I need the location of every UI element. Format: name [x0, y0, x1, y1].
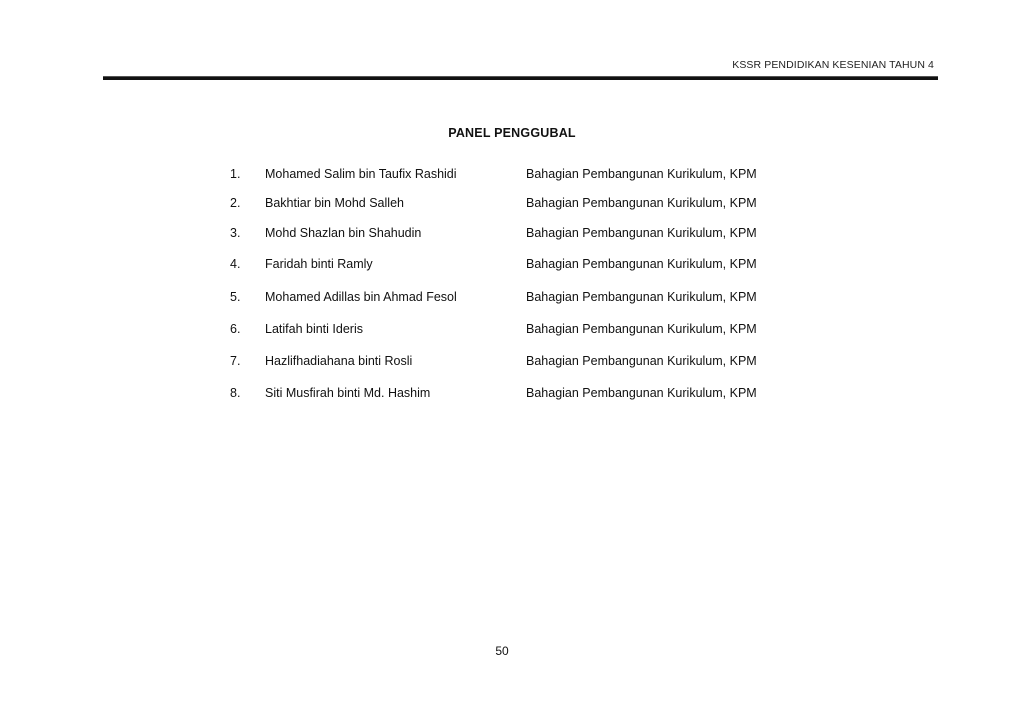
- member-name: Latifah binti Ideris: [265, 322, 363, 336]
- member-organization: Bahagian Pembangunan Kurikulum, KPM: [526, 196, 757, 210]
- panel-member-row: [0, 224, 1024, 242]
- panel-member-row: [0, 255, 1024, 273]
- member-name: Faridah binti Ramly: [265, 257, 373, 271]
- member-name: Siti Musfirah binti Md. Hashim: [265, 386, 431, 400]
- member-number: 3.: [230, 226, 241, 240]
- member-organization: Bahagian Pembangunan Kurikulum, KPM: [526, 226, 757, 240]
- member-name: Hazlifhadiahana binti Rosli: [265, 354, 413, 368]
- panel-member-row: [0, 194, 1024, 212]
- member-organization: Bahagian Pembangunan Kurikulum, KPM: [526, 354, 757, 368]
- panel-title: PANEL PENGGUBAL: [448, 126, 576, 140]
- member-number: 7.: [230, 354, 241, 368]
- panel-member-row: [0, 352, 1024, 370]
- panel-member-row: [0, 384, 1024, 402]
- member-number: 4.: [230, 257, 241, 271]
- member-organization: Bahagian Pembangunan Kurikulum, KPM: [526, 167, 757, 181]
- member-organization: Bahagian Pembangunan Kurikulum, KPM: [526, 290, 757, 304]
- member-number: 1.: [230, 167, 241, 181]
- panel-member-row: [0, 288, 1024, 306]
- member-name: Bakhtiar bin Mohd Salleh: [265, 196, 404, 210]
- member-number: 2.: [230, 196, 241, 210]
- member-number: 6.: [230, 322, 241, 336]
- member-name: Mohd Shazlan bin Shahudin: [265, 226, 422, 240]
- panel-member-row: [0, 320, 1024, 338]
- header-title: KSSR PENDIDIKAN KESENIAN TAHUN 4: [732, 59, 934, 71]
- panel-member-row: [0, 165, 1024, 183]
- member-number: 5.: [230, 290, 241, 304]
- member-name: Mohamed Adillas bin Ahmad Fesol: [265, 290, 457, 304]
- page-number: 50: [495, 644, 509, 658]
- member-name: Mohamed Salim bin Taufix Rashidi: [265, 167, 457, 181]
- member-organization: Bahagian Pembangunan Kurikulum, KPM: [526, 257, 757, 271]
- member-organization: Bahagian Pembangunan Kurikulum, KPM: [526, 322, 757, 336]
- member-number: 8.: [230, 386, 241, 400]
- member-organization: Bahagian Pembangunan Kurikulum, KPM: [526, 386, 757, 400]
